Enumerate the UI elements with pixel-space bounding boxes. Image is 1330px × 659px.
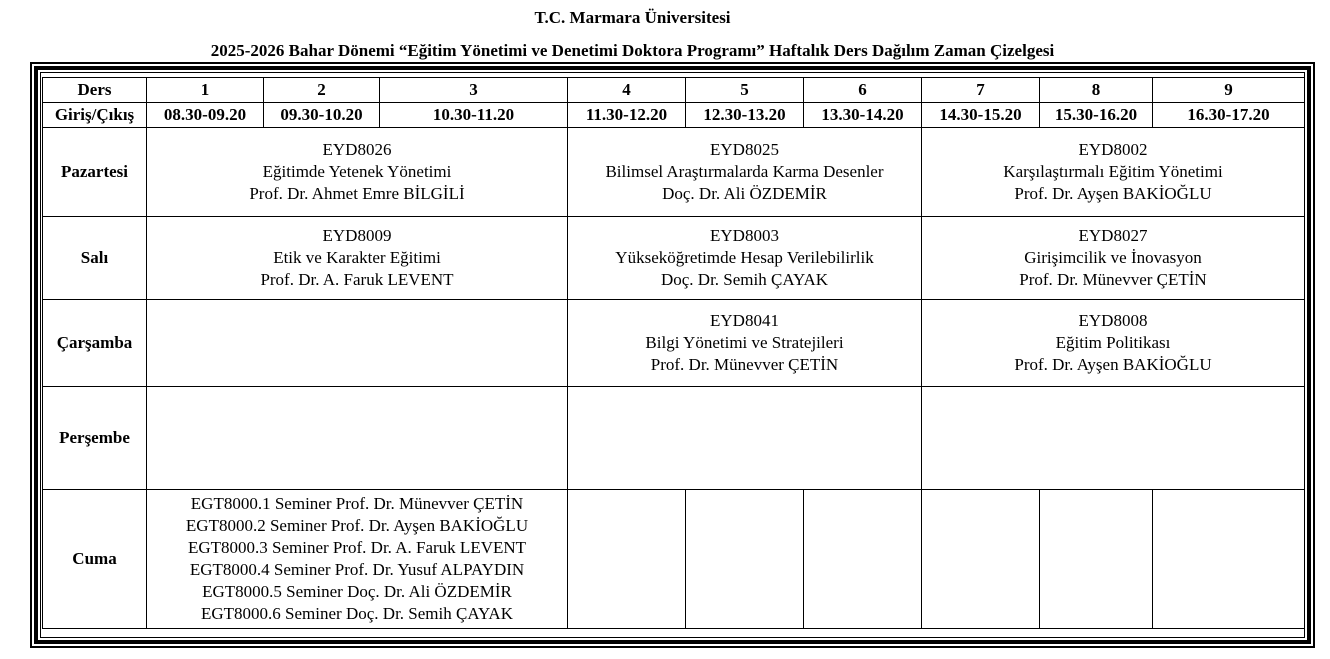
course-instructor: Prof. Dr. Ayşen BAKİOĞLU (1014, 355, 1212, 374)
period-number: 9 (1153, 78, 1305, 103)
course-title: Bilimsel Araştırmalarda Karma Desenler (605, 162, 884, 181)
course-instructor: Prof. Dr. Münevver ÇETİN (650, 355, 839, 374)
course-instructor: Prof. Dr. A. Faruk LEVENT (260, 270, 454, 289)
course-code: EYD8026 (322, 140, 392, 159)
course-block (922, 300, 1305, 387)
empty-cell (922, 490, 1040, 629)
seminar-item: EGT8000.5 Seminer Doç. Dr. Ali ÖZDEMİR (202, 582, 512, 601)
period-time: 15.30-16.20 (1040, 103, 1153, 128)
course-code: EYD8041 (710, 311, 779, 330)
period-number: 8 (1040, 78, 1153, 103)
period-time: 14.30-15.20 (922, 103, 1040, 128)
empty-cell (568, 490, 686, 629)
course-instructor: Prof. Dr. Münevver ÇETİN (1019, 270, 1207, 289)
seminar-block (147, 490, 568, 629)
day-row-pazartesi (43, 128, 1305, 217)
course-title: Etik ve Karakter Eğitimi (273, 248, 441, 267)
period-number: 1 (147, 78, 264, 103)
period-number: 3 (380, 78, 568, 103)
day-row-cuma (43, 490, 1305, 629)
seminar-item: EGT8000.2 Seminer Prof. Dr. Ayşen BAKİOĞLU (185, 516, 529, 535)
period-time-row (43, 103, 1305, 128)
time-header-label: Giriş/Çıkış (43, 103, 147, 128)
course-code: EYD8027 (1078, 226, 1148, 245)
period-time: 12.30-13.20 (686, 103, 804, 128)
period-number: 5 (686, 78, 804, 103)
empty-block (147, 387, 568, 490)
empty-cell (804, 490, 922, 629)
course-title: Eğitim Politikası (1055, 333, 1171, 352)
course-block (568, 128, 922, 217)
course-block (568, 217, 922, 300)
seminar-item: EGT8000.1 Seminer Prof. Dr. Münevver ÇETİN (190, 494, 524, 513)
period-number-row (43, 78, 1305, 103)
empty-cell (686, 490, 804, 629)
course-code: EYD8009 (322, 226, 392, 245)
day-row-persembe (43, 387, 1305, 490)
course-instructor: Doç. Dr. Semih ÇAYAK (660, 270, 829, 289)
course-instructor: Prof. Dr. Ayşen BAKİOĞLU (1014, 184, 1212, 203)
course-code: EYD8008 (1078, 311, 1148, 330)
course-code: EYD8002 (1078, 140, 1148, 159)
course-code: EYD8025 (710, 140, 779, 159)
period-time: 09.30-10.20 (264, 103, 380, 128)
course-code: EYD8003 (710, 226, 779, 245)
day-label: Salı (43, 217, 147, 300)
period-time: 13.30-14.20 (804, 103, 922, 128)
course-title: Karşılaştırmalı Eğitim Yönetimi (1003, 162, 1223, 181)
row-header-label: Ders (43, 78, 147, 103)
course-title: Bilgi Yönetimi ve Stratejileri (645, 333, 844, 352)
day-label: Çarşamba (43, 300, 147, 387)
course-block (147, 128, 568, 217)
day-row-carsamba (43, 300, 1305, 387)
period-time: 10.30-11.20 (380, 103, 568, 128)
empty-block (147, 300, 568, 387)
period-number: 4 (568, 78, 686, 103)
schedule-table (42, 77, 1305, 629)
course-block (922, 217, 1305, 300)
seminar-item: EGT8000.3 Seminer Prof. Dr. A. Faruk LEVENT (187, 538, 527, 557)
course-instructor: Doç. Dr. Ali ÖZDEMİR (662, 184, 827, 203)
seminar-item: EGT8000.6 Seminer Doç. Dr. Semih ÇAYAK (201, 604, 513, 623)
course-block (568, 300, 922, 387)
course-title: Eğitimde Yetenek Yönetimi (262, 162, 452, 181)
empty-block (922, 387, 1305, 490)
period-number: 2 (264, 78, 380, 103)
day-label: Pazartesi (43, 128, 147, 217)
day-row-sali (43, 217, 1305, 300)
empty-block (568, 387, 922, 490)
course-instructor: Prof. Dr. Ahmet Emre BİLGİLİ (249, 184, 465, 203)
document-title: T.C. Marmara Üniversitesi (534, 8, 731, 27)
empty-cell (1040, 490, 1153, 629)
seminar-item: EGT8000.4 Seminer Prof. Dr. Yusuf ALPAYDIN (189, 560, 525, 579)
course-block (922, 128, 1305, 217)
period-time: 11.30-12.20 (568, 103, 686, 128)
day-label: Perşembe (43, 387, 147, 490)
course-title: Girişimcilik ve İnovasyon (1024, 248, 1202, 267)
period-number: 6 (804, 78, 922, 103)
period-time: 08.30-09.20 (147, 103, 264, 128)
course-block (147, 217, 568, 300)
period-number: 7 (922, 78, 1040, 103)
period-time: 16.30-17.20 (1153, 103, 1305, 128)
document-subtitle: 2025-2026 Bahar Dönemi “Eğitim Yönetimi ve Denetimi Doktora Programı” Haftalık Ders Dağılım Zaman Çizelgesi (210, 41, 1055, 60)
course-title: Yükseköğretimde Hesap Verilebilirlik (615, 248, 874, 267)
day-label: Cuma (43, 490, 147, 629)
empty-cell (1153, 490, 1305, 629)
